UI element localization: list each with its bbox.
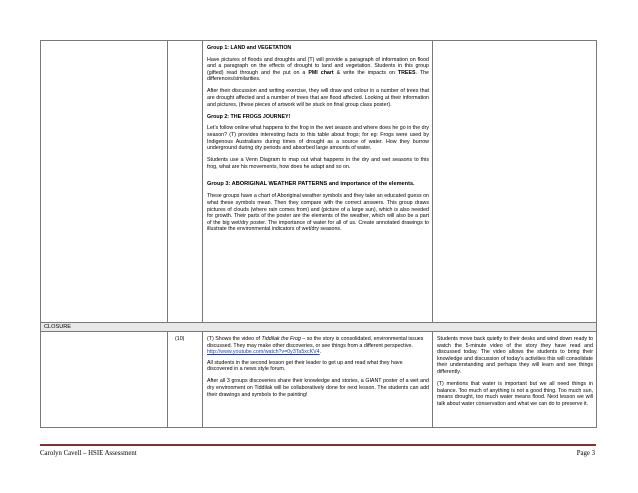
closure-time: (10)	[168, 332, 203, 428]
group1-paragraph-2: After their discussion and writing exercise, they will draw and colour in a number of trees that are drought affected and a number of trees that are flood affected. Looking at their information and pictures, (these pieces of artwork will be stuck on final group class poster).	[207, 88, 429, 108]
group1-heading: Group 1: LAND and VEGETATION	[207, 45, 292, 51]
group2-paragraph-2: Students use a Venn Diagram to map out what happens in the dry and wet seasons to this frog, what are his movements, how does he adapt and so on.	[207, 157, 429, 170]
closure-teacher-paragraph-3: After all 3 groups discoveries share their knowledge and stories, a GIANT poster of a wet and dry environment on Tiddilak will be collaboratively done for next lesson. The students can add their drawings and symbols to the painting!	[207, 378, 429, 398]
group3-paragraph-1: These groups have a chart of Aboriginal weather symbols and they take an educated guess on what these symbols mean. Then they compare with the correct answers. This group draws pictures of clouds (where rain comes from) and (picture of a large sun), which is also needed for growth. Their parts of the poster are the elements of the weather, which will also be a part of the big wet/dry poster. The importance of water for all of us. Create annotated drawings to illustrate the environmental indicators of wet/dry seasons.	[207, 193, 429, 233]
page-number: Page 3	[576, 450, 595, 457]
closure-teacher-paragraph-1: (T) Shows the video of Tiddilak the Frog – so the story is consolidated, environmental issues discussed. They may make other discoveries, or see things from a different perspective. http://www.youtube.com/watch?v=0y3Ta5xcKV4.	[207, 336, 424, 356]
footer-title: Carolyn Cavell – HSIE Assessment	[40, 450, 137, 457]
closure-teacher-paragraph-2: All students in the second lesson get their leader to get up and read what they have discovered in a news style forum.	[207, 359, 403, 373]
closure-student-paragraph-2: (T) mentions that water is important but we all need things in balance. Too much of anything is not a good thing. Too much sun, means drought, too much water means flood. Next lesson we will talk about water conservation and what we can do to preserve it.	[437, 381, 593, 407]
group2-heading: Group 2: THE FROGS JOURNEY!	[207, 113, 291, 120]
group3-heading: Group 3: ABORIGINAL WEATHER PATTERNS and importance of the elements.	[207, 181, 415, 188]
lesson-plan-table	[40, 40, 597, 428]
closure-row	[41, 323, 597, 332]
closure-empty-cell	[41, 332, 168, 428]
student-activity-cell	[433, 41, 597, 323]
group1-paragraph-1: Have pictures of floods and droughts and (T) will provide a paragraph of information on flood and a paragraph on the effects of drought to land and vegetation. Students in this group (gifted) read through and the put on a PMI chart & write the impacts on TREES. The differences/similarities.	[207, 56, 430, 83]
empty-time-cell	[168, 41, 203, 323]
closure-content-row	[41, 332, 597, 428]
closure-student-cell	[433, 332, 597, 428]
groups-row	[41, 41, 597, 323]
closure-label: CLOSURE	[41, 323, 597, 332]
closure-teacher-cell	[203, 332, 433, 428]
closure-student-paragraph-1: Students move back quietly to their desks and wind down ready to watch the 5-minute video of the story they have read and discussed today. The video allows the students to bring their knowledge and discussion of today’s activities this will consolidate their understanding and perhaps they will learn and see things differently.	[437, 336, 593, 375]
footer-rule	[40, 444, 596, 446]
empty-cell	[41, 41, 168, 323]
group2-paragraph-1: Let’s follow online what happens to the frog in the wet season and where does he go in the dry season? (T) provides interesting facts to this table about frogs; for eg: Frogs were used by Indigenous Australians during times of drought as a source of water. How they burrow underground during dry periods and absorbed large amounts of water.	[207, 125, 429, 152]
video-link[interactable]: http://www.youtube.com/watch?v=0y3Ta5xcKV4	[207, 349, 320, 356]
teacher-activity-cell	[203, 41, 433, 323]
